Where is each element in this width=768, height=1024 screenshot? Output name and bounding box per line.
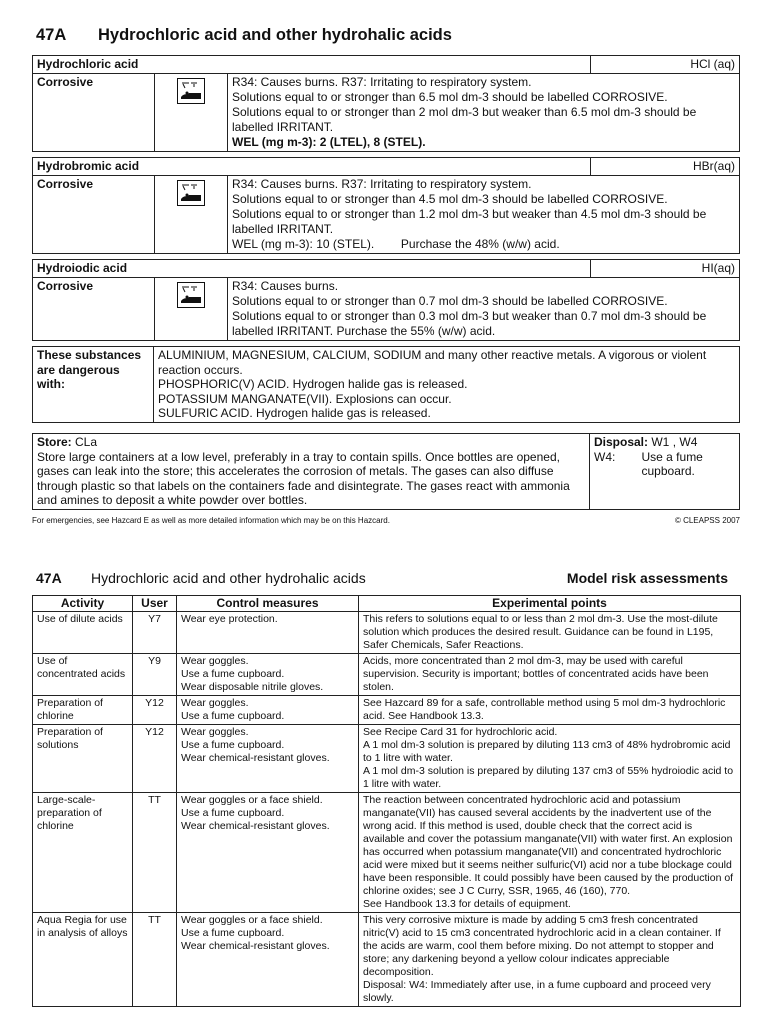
risk-line: R34: Causes burns. R37: Irritating to respiratory system.	[232, 177, 532, 191]
store-label: Store:	[37, 435, 72, 449]
activity-cell: Preparation of chlorine	[33, 696, 133, 725]
incompatibility-table	[32, 346, 740, 423]
store-disposal-table	[32, 433, 740, 510]
table-row	[33, 793, 741, 913]
control-cell: Wear eye protection.	[177, 612, 359, 654]
risk-assessment-table	[32, 595, 741, 1007]
user-cell: TT	[133, 793, 177, 913]
risk-line: Solutions equal to or stronger than 1.2 mol dm-3 but weaker than 4.5 mol dm-3 should be labelled IRRITANT.	[232, 207, 707, 236]
acid-name: Hydroiodic acid	[33, 260, 591, 278]
incompatibility-line: SULFURIC ACID. Hydrogen halide gas is released.	[158, 406, 431, 421]
activity-cell: Preparation of solutions	[33, 725, 133, 793]
hazard-class: Corrosive	[33, 278, 155, 341]
table-row	[33, 696, 741, 725]
risk-line: Solutions equal to or stronger than 2 mol dm-3 but weaker than 6.5 mol dm-3 should be labelled IRRITANT.	[232, 105, 697, 134]
activity-cell: Aqua Regia for use in analysis of alloys	[33, 913, 133, 1007]
table-row	[33, 725, 741, 793]
points-cell: This refers to solutions equal to or less than 2 mol dm-3. Use the most-dilute solution which produces the desired result. Guidance can be found in L195, Safer Chemicals, Safer Reactions.	[359, 612, 741, 654]
incompatibility-line: POTASSIUM MANGANATE(VII). Explosions can occur.	[158, 391, 452, 406]
control-cell: Wear goggles or a face shield. Use a fume cupboard. Wear chemical-resistant gloves.	[177, 793, 359, 913]
risk-line: Solutions equal to or stronger than 0.7 mol dm-3 should be labelled CORROSIVE.	[232, 294, 668, 308]
wel-line: WEL (mg m-3): 10 (STEL). Purchase the 48% (w/w) acid.	[232, 237, 560, 251]
ra-title: Hydrochloric acid and other hydrohalic acids	[91, 570, 366, 586]
activity-cell: Large-scale-preparation of chlorine	[33, 793, 133, 913]
points-cell: Acids, more concentrated than 2 mol dm-3, may be used with careful supervision. Security is important; bottles of concentrated acids have been stolen.	[359, 654, 741, 696]
risk-assessment-heading	[36, 570, 728, 586]
disposal-text: Use a fume cupboard.	[641, 449, 703, 479]
corrosive-icon	[177, 78, 205, 104]
control-cell: Wear goggles. Use a fume cupboard.	[177, 696, 359, 725]
acid-section-hbr	[32, 157, 740, 254]
acid-formula: HI(aq)	[591, 260, 740, 278]
hazcard-code: 47A	[36, 26, 67, 44]
table-row	[33, 612, 741, 654]
incompatibility-line: ALUMINIUM, MAGNESIUM, CALCIUM, SODIUM and many other reactive metals. A vigorous or violent reaction occurs.	[158, 348, 707, 377]
acid-name: Hydrobromic acid	[33, 158, 591, 176]
acid-name: Hydrochloric acid	[33, 56, 591, 74]
risk-line: Solutions equal to or stronger than 0.3 mol dm-3 but weaker than 0.7 mol dm-3 should be labelled IRRITANT. Purchase the 55% (w/w) acid.	[232, 309, 707, 338]
table-row	[33, 654, 741, 696]
user-cell: TT	[133, 913, 177, 1007]
points-cell: This very corrosive mixture is made by adding 5 cm3 fresh concentrated nitric(V) acid to 15 cm3 concentrated hydrochloric acid in a clean container. If the acids are warm, cool them before mixing. Do not attempt to stopper and store; any darkening beyond a yellow colour indicates appreciable decomposition. Disposal: W4: Immediately after use, in a fume cupboard and proceed very slowly.	[359, 913, 741, 1007]
store-code: CLa	[75, 435, 98, 449]
activity-cell: Use of concentrated acids	[33, 654, 133, 696]
table-row	[33, 913, 741, 1007]
footer	[32, 516, 740, 525]
copyright: © CLEAPSS 2007	[674, 516, 740, 525]
incompatibility-line: PHOSPHORIC(V) ACID. Hydrogen halide gas is released.	[158, 377, 468, 392]
user-cell: Y7	[133, 612, 177, 654]
store-text: Store large containers at a low level, preferably in a tray to contain spills. Once bottles are opened, gases can leak into the store; this accelerates the corrosion of metals. The gases can also diffuse through plastic so that labels on the containers fade and disintegrate. The gases react with ammonia and amines to deposit a white powder over bottles.	[37, 449, 570, 508]
acid-section-hi	[32, 259, 740, 341]
hazard-class: Corrosive	[33, 74, 155, 152]
user-cell: Y12	[133, 725, 177, 793]
acid-formula: HBr(aq)	[591, 158, 740, 176]
hazcard-title: Hydrochloric acid and other hydrohalic acids	[98, 26, 452, 44]
ra-subtitle: Model risk assessments	[566, 570, 728, 586]
activity-cell: Use of dilute acids	[33, 612, 133, 654]
points-cell: See Hazcard 89 for a safe, controllable method using 5 mol dm-3 hydrochloric acid. See Handbook 13.3.	[359, 696, 741, 725]
risk-line: R34: Causes burns.	[232, 279, 339, 293]
page-title	[36, 26, 452, 45]
column-header: Experimental points	[359, 596, 741, 612]
risk-line: Solutions equal to or stronger than 4.5 mol dm-3 should be labelled CORROSIVE.	[232, 192, 668, 206]
acid-section-hcl	[32, 55, 740, 152]
column-header: Control measures	[177, 596, 359, 612]
acid-formula: HCl (aq)	[591, 56, 740, 74]
column-header: Activity	[33, 596, 133, 612]
ra-code: 47A	[36, 570, 62, 586]
disposal-key: W4:	[594, 449, 616, 464]
wel-line: WEL (mg m-3): 2 (LTEL), 8 (STEL).	[232, 135, 426, 149]
control-cell: Wear goggles. Use a fume cupboard. Wear chemical-resistant gloves.	[177, 725, 359, 793]
points-cell: See Recipe Card 31 for hydrochloric acid. A 1 mol dm-3 solution is prepared by diluting 113 cm3 of 48% hydrobromic acid to 1 litre with water. A 1 mol dm-3 solution is prepared by diluting 137 cm3 of 55% hydroiodic acid to 1 litre with water.	[359, 725, 741, 793]
user-cell: Y12	[133, 696, 177, 725]
footer-note: For emergencies, see Hazcard E as well as more detailed information which may be on this Hazcard.	[32, 516, 390, 525]
risk-line: R34: Causes burns. R37: Irritating to respiratory system.	[232, 75, 532, 89]
user-cell: Y9	[133, 654, 177, 696]
risk-line: Solutions equal to or stronger than 6.5 mol dm-3 should be labelled CORROSIVE.	[232, 90, 668, 104]
disposal-codes: W1 , W4	[651, 435, 698, 449]
incompatibility-label: These substances are dangerous with:	[33, 347, 154, 423]
corrosive-icon	[177, 180, 205, 206]
column-header: User	[133, 596, 177, 612]
hazard-class: Corrosive	[33, 176, 155, 254]
control-cell: Wear goggles. Use a fume cupboard. Wear disposable nitrile gloves.	[177, 654, 359, 696]
disposal-label: Disposal:	[594, 435, 649, 449]
points-cell: The reaction between concentrated hydrochloric acid and potassium manganate(VII) has caused several accidents by the inadvertent use of the wrong acid. If this method is used, double check that the correct acid is available and cover the potassium manganate(VII) with water first. An explosion has occurred when potassium manganate(VII) and concentrated hydrochloric acid were mixed but it seems neither sulfuric(VI) acid nor a tube blockage could have been responsible. It could possibly have been caused by the production of chlorine oxides; see J C Curry, SSR, 1965, 46 (160), 770. See Handbook 13.3 for details of equipment.	[359, 793, 741, 913]
control-cell: Wear goggles or a face shield. Use a fume cupboard. Wear chemical-resistant gloves.	[177, 913, 359, 1007]
corrosive-icon	[177, 282, 205, 308]
